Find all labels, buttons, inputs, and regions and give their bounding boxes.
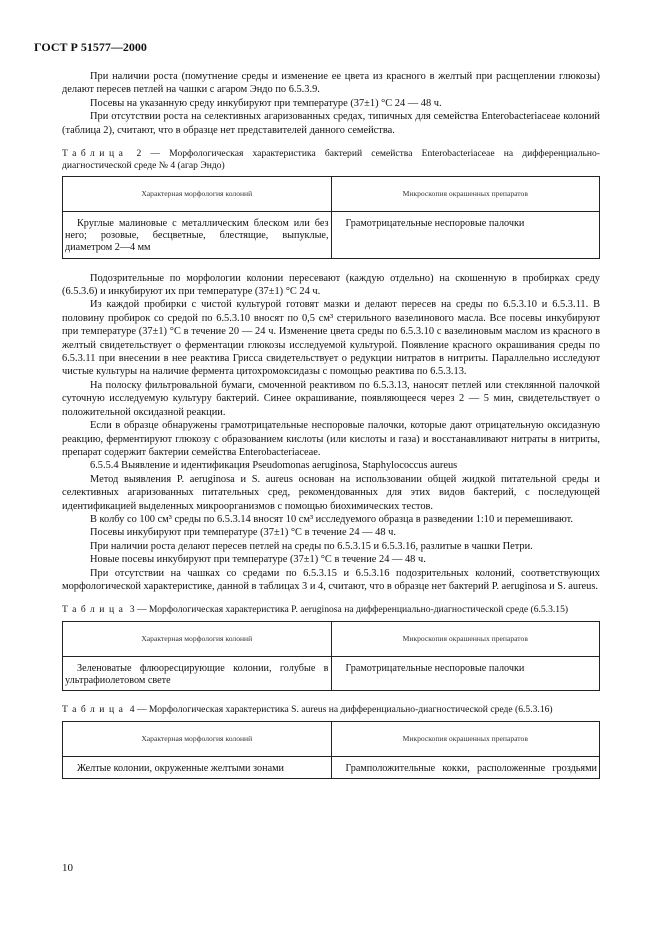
table-4-header-microscopy: Микроскопия окрашенных препаратов [331,721,600,756]
paragraph: Посевы инкубируют при температуре (37±1) °С в течение 24 — 48 ч. [90,527,396,539]
table-2 [62,176,600,259]
table-3 [62,621,600,691]
table-2-caption-text: 2 — Морфологическая характеристика бактерий семейства Enterobacteriaceae на дифференциально-диагностической среде № 4 (агар Эндо) [62,148,600,171]
table-4-caption [62,704,600,716]
paragraph: Посевы на указанную среду инкубируют при температуре (37±1) °С 24 — 48 ч. [90,97,442,109]
table-3-caption-text: 3 — Морфологическая характеристика P. aeruginosa на дифференциально-диагностической среде (6.5.3.15) [127,604,569,616]
table-2-cell-microscopy: Грамотрицательные неспоровые палочки [331,212,600,259]
paragraph: При наличии роста делают пересев петлей на среды по 6.5.3.15 и 6.5.3.16, разлитые в чашки Петри. [90,540,533,552]
table-3-cell-microscopy: Грамотрицательные неспоровые палочки [331,656,600,690]
table-3-caption [62,604,600,616]
paragraph: При наличии роста (помутнение среды и изменение ее цвета из красного в желтый при расщеплении глюкозы) делают пересев петлей на чашки с агаром Эндо по 6.5.3.9. [62,71,600,96]
paragraph: Если в образце обнаружены грамотрицательные неспоровые палочки, которые дают отрицательную оксидазную реакцию, ферментируют глюкозу с образованием кислоты (или кислоты и газа) и восстанавливают нитраты в нитриты, препарат содержит бактерии семейства Enterobacteriaceae. [62,420,600,458]
table-4-cell-microscopy: Грамположительные кокки, расположенные гроздьями [331,756,600,778]
document-header: ГОСТ Р 51577—2000 [34,40,147,54]
table-4-header-morphology: Характерная морфология колоний [63,721,332,756]
table-2-caption-word: Таблица [62,148,128,160]
table-3-header-morphology: Характерная морфология колоний [63,621,332,656]
table-3-cell-morphology: Зеленоватые флюоресцирующие колонии, голубые в ультрафиолетовом свете [63,656,332,690]
paragraph: Подозрительные по морфологии колонии пересевают (каждую отдельно) на скошенную в пробирках среду (6.5.3.6) и инкубируют их при температуре (37±1) °С 24 ч. [62,272,600,298]
table-4-cell-morphology: Желтые колонии, окруженные желтыми зонами [63,756,332,778]
table-2-caption [62,148,600,171]
page-number: 10 [62,862,73,874]
table-2-header-microscopy: Микроскопия окрашенных препаратов [331,177,600,212]
table-4-caption-word: Таблица [62,704,128,716]
paragraph: Из каждой пробирки с чистой культурой готовят мазки и делают пересев на среды по 6.5.3.10 и 6.5.3.11. В половину пробирок со средой по 6.5.3.10 вносят по 0,5 см³ стерильного вазелинового масла. Все посевы инкубируют при температуре (37±1) °С в течение 20 — 24 ч. Изменение цвета среды по 6.5.3.10 с вазелиновым маслом из красного в желтый свидетельствует о ферментации глюкозы исследуемой культурой. Появление красного окрашивания среды по 6.5.3.11 при внесении в нее реактива Грисса свидетельствует о редукции нитратов в нитриты. Параллельно исследуют чистые культуры на наличие фермента цитохромоксидазы с помощью реактива по 6.5.3.13. [62,299,600,378]
paragraph: В колбу со 100 см³ среды по 6.5.3.14 вносят 10 см³ исследуемого образца в разведении 1:10 и перемешивают. [90,513,574,525]
table-2-cell-morphology: Круглые малиновые с металлическим блеском или без него; розовые, бесцветные, блестящие, выпуклые, диаметром 2—4 мм [63,212,332,259]
table-3-caption-word: Таблица [62,604,128,616]
table-2-header-morphology: Характерная морфология колоний [63,177,332,212]
paragraph: Метод выявления P. aeruginosa и S. aureus основан на использовании общей жидкой питательной среды и селективных агаризованных питательных сред, рекомендованных для этих видов бактерий, с последующей идентификацией выделенных микроорганизмов с помощью биохимических тестов. [62,473,600,512]
paragraph: При отсутствии на чашках со средами по 6.5.3.15 и 6.5.3.16 подозрительных колоний, соответствующих морфологической характеристике, данной в таблицах 3 и 4, считают, что в образце нет бактерий P. aeruginosa и S. aureus. [62,567,600,592]
paragraph: На полоску фильтровальной бумаги, смоченной реактивом по 6.5.3.13, наносят петлей или стеклянной палочкой суточную исследуемую культуру бактерий. Синее окрашивание, появляющееся через 2 — 5 мин, свидетельствует о положительной оксидазной реакции. [62,379,600,418]
paragraph: Новые посевы инкубируют при температуре (37±1) °С в течение 24 — 48 ч. [90,554,426,566]
table-4-caption-text: 4 — Морфологическая характеристика S. aureus на дифференциально-диагностической среде (6.5.3.16) [127,704,553,716]
paragraph: При отсутствии роста на селективных агаризованных средах, типичных для семейства Enterobacteriaceae колоний (таблица 2), считают, что в образце нет представителей данного семейства. [62,111,600,136]
section-heading: 6.5.5.4 Выявление и идентификация Pseudomonas aeruginosa, Staphylococcus aureus [90,460,458,472]
table-3-header-microscopy: Микроскопия окрашенных препаратов [331,621,600,656]
table-4 [62,721,600,779]
page-content [62,70,600,792]
